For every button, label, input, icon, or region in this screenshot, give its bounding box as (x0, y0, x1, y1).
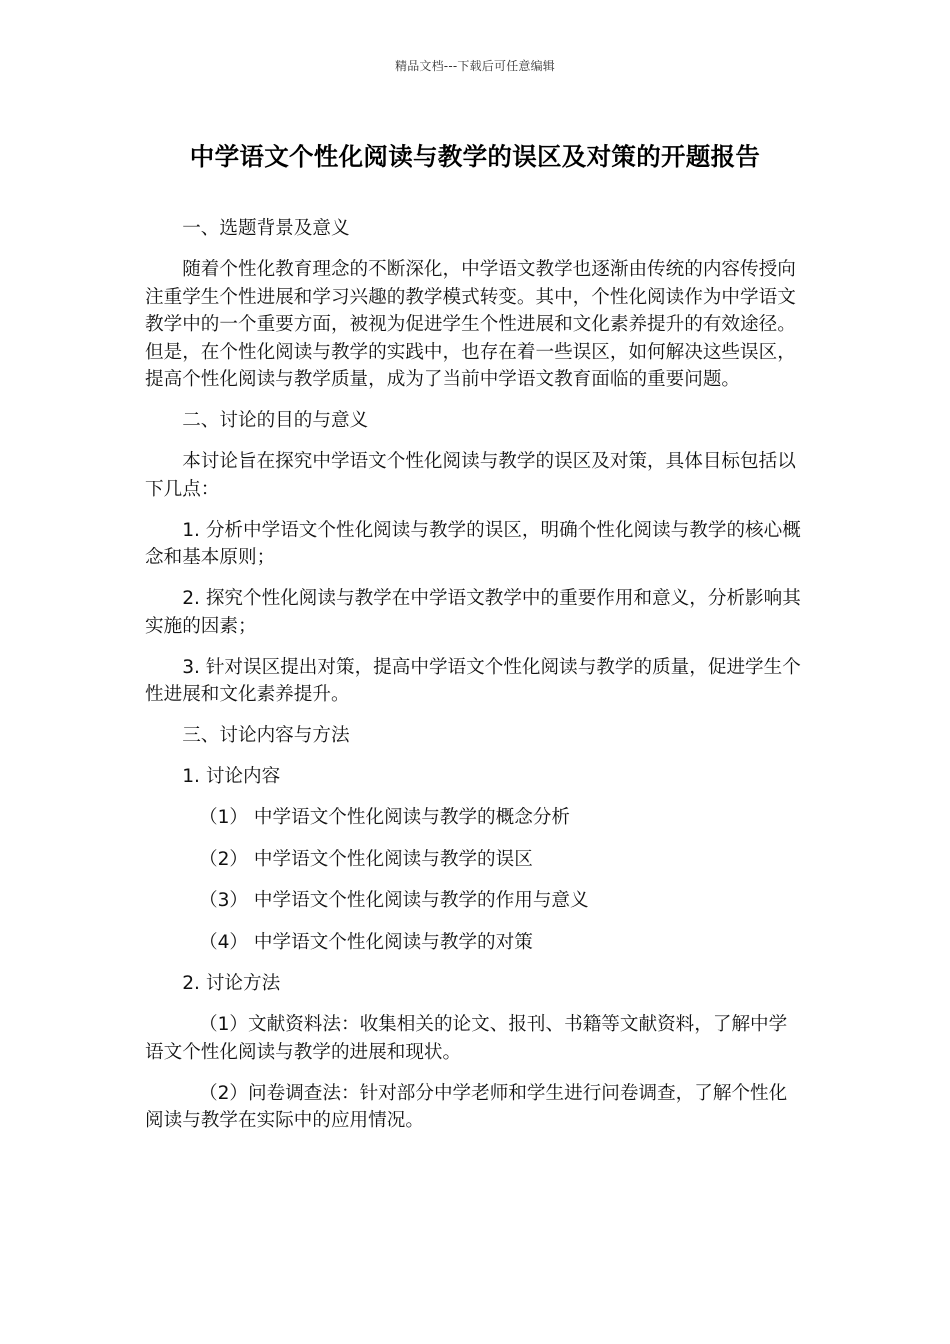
document-body (145, 215, 805, 1148)
purpose-intro-paragraph: 本讨论旨在探究中学语文个性化阅读与教学的误区及对策，具体目标包括以下几点： (145, 451, 796, 500)
goal-item: 1. 分析中学语文个性化阅读与教学的误区，明确个性化阅读与教学的核心概念和基本原则； (145, 519, 801, 568)
document-title: 中学语文个性化阅读与教学的误区及对策的开题报告 (189, 142, 761, 171)
method-item: （2）问卷调查法：针对部分中学老师和学生进行问卷调查，了解个性化阅读与教学在实际中的应用情况。 (145, 1082, 788, 1131)
section-heading-background: 一、选题背景及意义 (182, 218, 350, 239)
goal-item: 3. 针对误区提出对策，提高中学语文个性化阅读与教学的质量，促进学生个性进展和文化素养提升。 (145, 656, 801, 705)
method-item: （1）文献资料法：收集相关的论文、报刊、书籍等文献资料，了解中学语文个性化阅读与教学的进展和现状。 (145, 1014, 788, 1063)
subheading-method: 2. 讨论方法 (182, 973, 281, 994)
page-header-note: 精品文档---下载后可任意编辑 (395, 59, 555, 73)
goal-item: 2. 探究个性化阅读与教学在中学语文教学中的重要作用和意义，分析影响其实施的因素； (145, 588, 801, 637)
content-list-item: （4） 中学语文个性化阅读与教学的对策 (199, 931, 533, 953)
background-paragraph: 随着个性化教育理念的不断深化，中学语文教学也逐渐由传统的内容传授向注重学生个性进展和学习兴趣的教学模式转变。其中，个性化阅读作为中学语文教学中的一个重要方面，被视为促进学生个性进展和文化素养提升的有效途径。但是，在个性化阅读与教学的实践中，也存在着一些误区，如何解决这些误区，提高个性化阅读与教学质量，成为了当前中学语文教育面临的重要问题。 (145, 259, 796, 390)
section-heading-purpose: 二、讨论的目的与意义 (182, 410, 369, 431)
subheading-content: 1. 讨论内容 (182, 766, 281, 787)
section-heading-content-method: 三、讨论内容与方法 (182, 725, 350, 746)
content-list-item: （1） 中学语文个性化阅读与教学的概念分析 (199, 807, 571, 828)
content-list-item: （3） 中学语文个性化阅读与教学的作用与意义 (199, 890, 589, 911)
content-list-item: （2） 中学语文个性化阅读与教学的误区 (199, 848, 533, 870)
